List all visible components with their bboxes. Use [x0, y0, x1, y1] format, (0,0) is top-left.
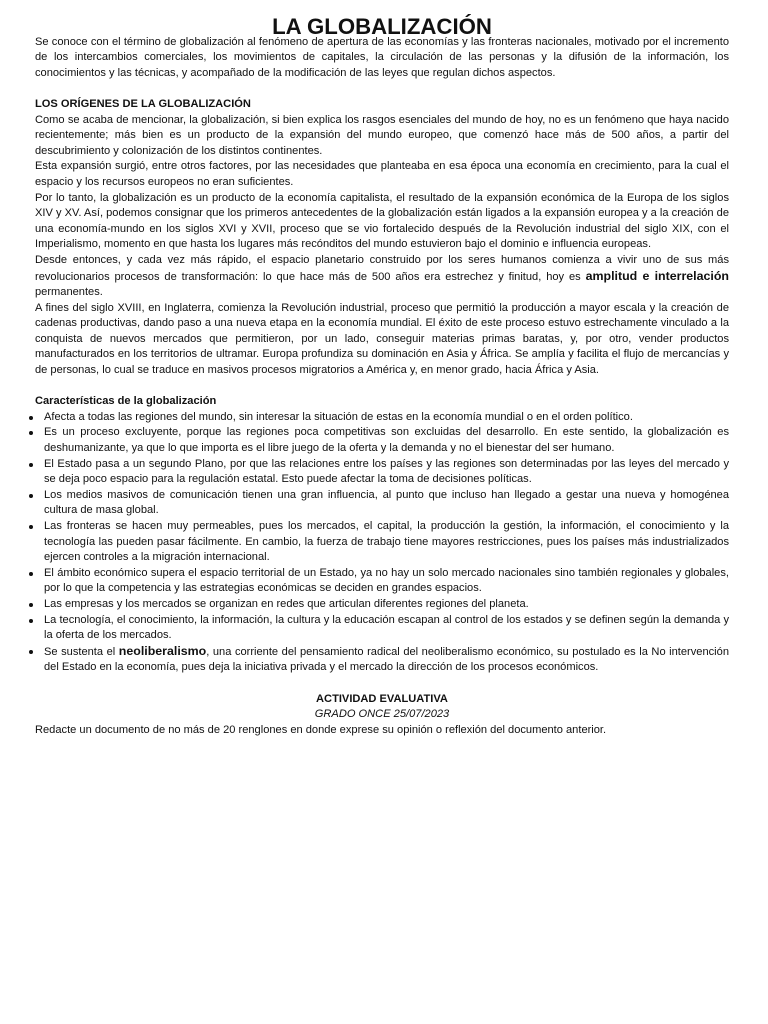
list-item: Las fronteras se hacen muy permeables, pues los mercados, el capital, la producción la gestión, la información, el conocimiento y la tecnología las pueden pasar fácilmente. En cambio, la fuerza de trabajo tiene mayores restricciones, pues los países más industrializados ejercen controles a la migración internacional. [35, 519, 729, 566]
origins-paragraph-4-end: permanentes. [35, 286, 103, 299]
emphasis-neoliberalismo: neoliberalismo [118, 643, 207, 658]
origins-paragraph-1: Como se acaba de mencionar, la globalización, si bien explica los rasgos esenciales del mundo de hoy, no es un fenómeno que haya nacido recientemente; más bien es un producto de la expansión del mundo europeo, que comenzó hace más de 500 años, a partir del descubrimiento y colonización de los distintos continentes. [35, 113, 729, 157]
list-item: El Estado pasa a un segundo Plano, por que las relaciones entre los países y las regiones son determinadas por las leyes del mercado y se deja poco espacio para la regulación estatal. Esto puede afectar la toma de decisiones políticas. [35, 457, 729, 488]
characteristics-list [35, 410, 729, 676]
list-item-text: Se sustenta el [44, 645, 119, 658]
list-item-text-end: , una corriente del pensamiento radical del neoliberalismo económico, su postulado es la No intervención del Estado en la economía, pues deja la iniciativa privada y el mercado la dirección de los procesos económicos. [44, 645, 729, 674]
list-item: Las empresas y los mercados se organizan en redes que articulan diferentes regiones del planeta. [35, 597, 729, 613]
origins-heading: LOS ORÍGENES DE LA GLOBALIZACIÓN [35, 97, 251, 110]
intro-paragraph: Se conoce con el término de globalización al fenómeno de apertura de las economías y las fronteras nacionales, motivado por el incremento de los intercambios comerciales, los movimientos de capitales, la circulación de las personas y la difusión de la información, los conocimientos y las técnicas, y acompañado de la modificación de las leyes que regulan dichos aspectos. [35, 35, 729, 79]
origins-paragraph-4 [35, 253, 729, 301]
activity-instruction: Redacte un documento de no más de 20 renglones en donde exprese su opinión o reflexión del documento anterior. [35, 723, 607, 736]
list-item: Es un proceso excluyente, porque las regiones poca competitivas son excluidas del desarrollo. En este sentido, la globalización es deshumanizante, ya que lo que importa es el libre juego de la oferta y la demanda y no el bienestar del ser humano. [35, 425, 729, 456]
origins-paragraph-4-text: Desde entonces, y cada vez más rápido, el espacio planetario construido por los seres humanos comienza a vivir uno de sus más revolucionarios procesos de transformación: lo que hace más de 500 años era estrechez y finitud, hoy es [35, 253, 729, 283]
origins-paragraph-5: A fines del siglo XVIII, en Inglaterra, comienza la Revolución industrial, proceso que permitió la producción a mayor escala y la creación de cadenas productivas, dando paso a una nueva etapa en la economía mundial. El éxito de este proceso estuvo estrechamente vinculado a la conquista de nuevos mercados que permitieron, por un lado, conseguir materias primas baratas, y, por otro, vender productos manufacturados en los territorios de ultramar. Europa profundiza su dominación en Asia y África. Se amplía y facilita el flujo de mercancías y de personas, lo cual se traduce en masivos procesos migratorios a América y, en menor grado, hacia África y Asia. [35, 301, 729, 377]
list-item-neoliberalismo [35, 644, 729, 676]
list-item: Los medios masivos de comunicación tienen una gran influencia, al punto que incluso han llegado a gestar una nueva y homogénea cultura de masa global. [35, 488, 729, 519]
activity-grade-date: GRADO ONCE 25/07/2023 [314, 708, 450, 721]
emphasis-amplitud: amplitud e interrelación [585, 268, 729, 283]
list-item: Afecta a todas las regiones del mundo, sin interesar la situación de estas en la economía mundial o en el orden político. [35, 410, 729, 426]
origins-paragraph-3: Por lo tanto, la globalización es un producto de la economía capitalista, el resultado de la expansión económica de la Europa de los siglos XIV y XV. Así, podemos consignar que los primeros antecedentes de la globalización están ligados a la expansión europea y a la creación de una economía-mundo en los siglos XVI y XVII, proceso que se vio fortalecido después de la Revolución industrial del siglo XIX, con el Imperialismo, momento en que hasta los lugares más recónditos del mundo estuvieron bajo el dominio e influencia europeas. [35, 191, 730, 251]
activity-heading: ACTIVIDAD EVALUATIVA [316, 692, 448, 705]
characteristics-heading: Características de la globalización [35, 395, 217, 408]
document-page [35, 14, 730, 738]
origins-paragraph-2: Esta expansión surgió, entre otros factores, por las necesidades que planteaba en esa época una economía en crecimiento, para la cual el espacio y los recursos europeos no eran suficientes. [35, 160, 729, 188]
list-item: La tecnología, el conocimiento, la información, la cultura y la educación escapan al control de los estados y se definen según la demanda y la oferta de los mercados. [35, 613, 729, 644]
document-title: LA GLOBALIZACIÓN [272, 14, 492, 39]
list-item: El ámbito económico supera el espacio territorial de un Estado, ya no hay un solo mercado nacionales sino también regionales y globales, por lo que la competencia y las estrategias económicas se deciden en grandes espacios. [35, 566, 729, 597]
